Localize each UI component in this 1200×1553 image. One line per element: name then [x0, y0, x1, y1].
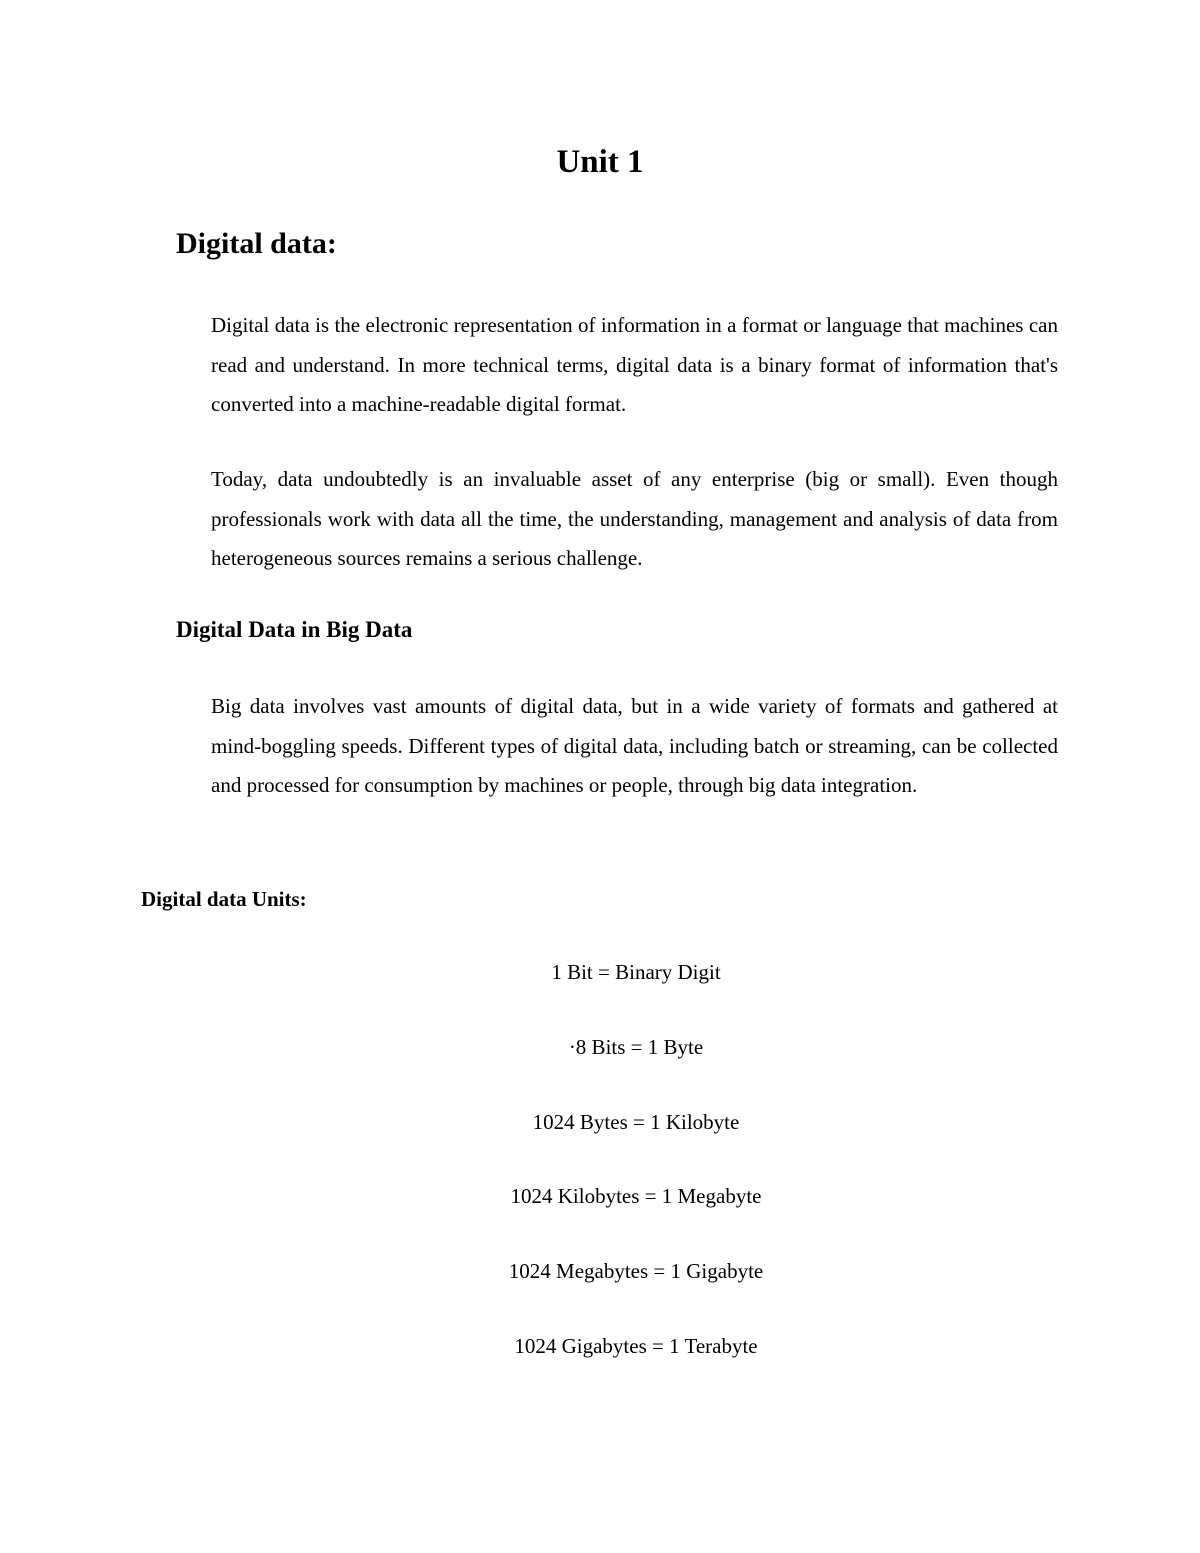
unit-item: 1024 Gigabytes = 1 Terabyte: [514, 1333, 758, 1358]
section-heading-data-units: Digital data Units:: [141, 887, 307, 911]
unit-item: 1024 Kilobytes = 1 Megabyte: [510, 1184, 762, 1209]
page-title: Unit 1: [556, 144, 644, 180]
unit-item: 1 Bit = Binary Digit: [551, 960, 721, 984]
unit-item: 1024 Bytes = 1 Kilobyte: [532, 1109, 740, 1134]
section-heading-digital-data: Digital data:: [176, 227, 337, 260]
data-units-list: [0, 955, 1200, 1404]
section-heading-big-data: Digital Data in Big Data: [176, 617, 413, 642]
unit-item: ·8 Bits = 1 Byte: [568, 1034, 704, 1059]
paragraph-big-data: Big data involves vast amounts of digital data, but in a wide variety of formats and gathered at mind-boggling speeds. Different types of digital data, including batch or streaming, can be collected and processed for consumption by machines or people, through big data integration.: [211, 694, 1058, 797]
paragraph-digital-data-definition: Digital data is the electronic representation of information in a format or language that machines can read and understand. In more technical terms, digital data is a binary format of information that's converted into a machine-readable digital format.: [211, 313, 1058, 416]
unit-item: 1024 Megabytes = 1 Gigabyte: [508, 1259, 764, 1284]
paragraph-digital-data-importance: Today, data undoubtedly is an invaluable asset of any enterprise (big or small). Even though professionals work with data all the time, the understanding, management and analysis of data from heterogeneous sources remains a serious challenge.: [211, 467, 1058, 570]
